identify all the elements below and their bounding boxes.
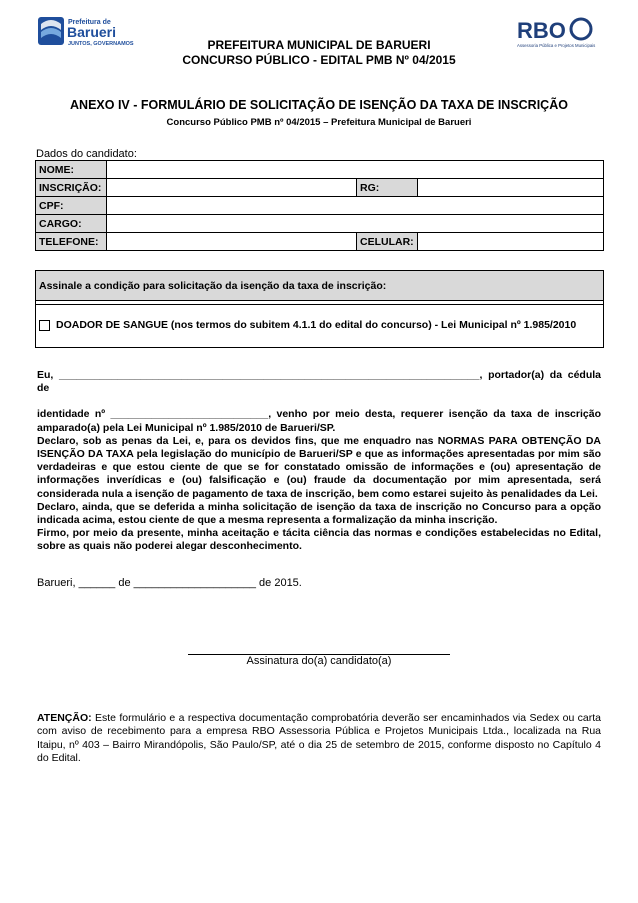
- attention-label: ATENÇÃO:: [37, 712, 92, 724]
- inscricao-field[interactable]: [107, 179, 357, 197]
- rg-label: RG:: [357, 179, 418, 197]
- cargo-field[interactable]: [107, 215, 604, 233]
- cpf-field[interactable]: [107, 197, 604, 215]
- candidate-data-table: [35, 160, 604, 251]
- celular-field[interactable]: [417, 233, 603, 251]
- blood-donor-label: DOADOR DE SANGUE (nos termos do subitem 4.1.1 do edital do concurso) - Lei Municipal nº 1.985/2010: [56, 319, 577, 331]
- blood-donor-checkbox[interactable]: [39, 320, 50, 331]
- condition-box: [35, 270, 604, 348]
- barueri-logo-line1: Prefeitura de: [68, 19, 111, 26]
- candidate-section-label: Dados do candidato:: [36, 148, 137, 160]
- signature-label: Assinatura do(a) candidato(a): [246, 655, 392, 667]
- annex-subtitle: Concurso Público PMB nº 04/2015 – Prefeitura Municipal de Barueri: [166, 117, 472, 128]
- cargo-label: CARGO:: [36, 215, 107, 233]
- cpf-label: CPF:: [36, 197, 107, 215]
- declaration-para2: Declaro, ainda, que se deferida a minha solicitação de isenção da taxa de inscrição no Concurso para a opção indicada acima, estou ciente de que a mesma representa a formalização da minha inscrição.: [37, 500, 601, 527]
- declaration-text: [37, 369, 601, 554]
- rbo-logo-name: RBO: [517, 18, 566, 43]
- telefone-field[interactable]: [107, 233, 357, 251]
- rbo-logo-subtitle: Assessoria Pública e Projetos Municipais: [517, 43, 596, 48]
- celular-label: CELULAR:: [357, 233, 418, 251]
- declaration-line2: identidade nº ___________________________, venho por meio desta, requerer isenção da taxa de inscrição amparado(a) pela Lei Municipal nº 1.985/2010 de Barueri/SP.: [37, 408, 601, 434]
- table-row: [36, 233, 604, 251]
- table-row: [36, 197, 604, 215]
- attention-text: Este formulário e a respectiva documentação comprobatória deverão ser encaminhados via Sedex ou carta com aviso de recebimento para a empresa RBO Assessoria Pública e Projetos Municipais Ltda., localizada na Rua Itaipu, nº 403 – Bairro Mirandópolis, São Paulo/SP, até o dia 25 de setembro de 2015, conforme disposto no Capítulo 4 do Edital.: [37, 712, 601, 765]
- header-title: PREFEITURA MUNICIPAL DE BARUERI: [207, 38, 431, 52]
- declaration-para1: Declaro, sob as penas da Lei, e, para os devidos fins, que me enquadro nas NORMAS PARA OBTENÇÃO DA ISENÇÃO DA TAXA pela legislação do município de Barueri/SP e que as informações apresentadas por mim são verdadeiras e que estou ciente de que se for constatado omissão de informações e (ou) apresentação de informações inverídicas e (ou) falsificação e (ou) fraude da documentação por mim apresentada, será considerada nula a isenção de pagamento de taxa de inscrição, bem como estarei sujeito às penalidades da Lei.: [37, 434, 601, 500]
- date-line: Barueri, ______ de ____________________ de 2015.: [37, 577, 302, 589]
- attention-note: [37, 712, 601, 766]
- condition-option-blood-donor[interactable]: [36, 305, 603, 345]
- nome-label: NOME:: [36, 161, 107, 179]
- barueri-logo-line3: JUNTOS, GOVERNAMOS: [68, 41, 134, 47]
- condition-header: [36, 271, 603, 301]
- inscricao-label: INSCRIÇÃO:: [36, 179, 107, 197]
- barueri-logo-line2: Barueri: [67, 24, 117, 40]
- table-row: [36, 215, 604, 233]
- table-row: [36, 179, 604, 197]
- declaration-para3: Firmo, por meio da presente, minha aceitação e tácita ciência das normas e condições estabelecidas no Edital, sobre as quais não poderei alegar desconhecimento.: [37, 527, 601, 553]
- rg-field[interactable]: [417, 179, 603, 197]
- annex-title: ANEXO IV - FORMULÁRIO DE SOLICITAÇÃO DE ISENÇÃO DA TAXA DE INSCRIÇÃO: [70, 98, 568, 112]
- header-subtitle: CONCURSO PÚBLICO - EDITAL PMB Nº 04/2015: [182, 53, 456, 67]
- condition-header-text: Assinale a condição para solicitação da isenção da taxa de inscrição:: [39, 279, 387, 292]
- nome-field[interactable]: [107, 161, 604, 179]
- declaration-line1: Eu, ________________________________________________________________________, portador(a) da cédula de: [37, 369, 601, 395]
- table-row: [36, 161, 604, 179]
- telefone-label: TELEFONE:: [36, 233, 107, 251]
